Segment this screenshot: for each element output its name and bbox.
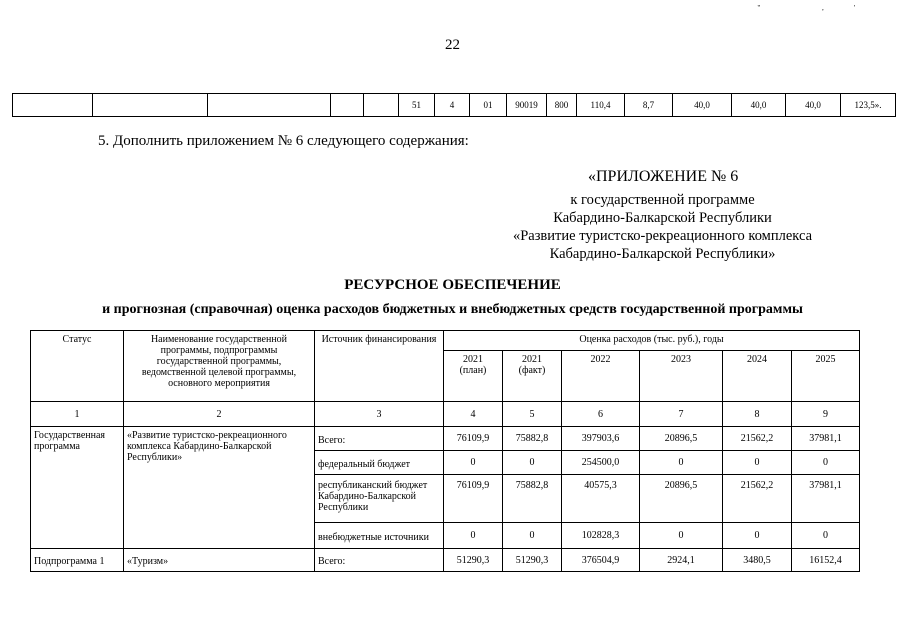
column-number: 6 [562, 402, 640, 427]
column-number: 8 [723, 402, 792, 427]
header-name: Наименование государственной программы, подпрограммы государственной программы, ведомственной целевой программы, основного мероприятия [124, 331, 315, 402]
row-value: 16152,4 [792, 549, 860, 572]
column-number: 5 [503, 402, 562, 427]
table-row [31, 427, 860, 451]
column-number: 4 [444, 402, 503, 427]
row-value: 37981,1 [792, 427, 860, 451]
row-value: 21562,2 [723, 475, 792, 523]
column-number: 2 [124, 402, 315, 427]
document-heading: РЕСУРСНОЕ ОБЕСПЕЧЕНИЕ [344, 277, 561, 293]
table-cell [13, 94, 93, 117]
header-year: 2021 (факт) [503, 351, 562, 402]
row-value: 40575,3 [562, 475, 640, 523]
row-value: 0 [723, 523, 792, 549]
row-value: 20896,5 [640, 475, 723, 523]
row-value: 76109,9 [444, 475, 503, 523]
continuation-table [12, 93, 896, 117]
row-value: 21562,2 [723, 427, 792, 451]
header-row [31, 331, 860, 351]
table-row [31, 549, 860, 572]
row-value: 0 [444, 451, 503, 475]
header-year: 2021 (план) [444, 351, 503, 402]
column-number: 1 [31, 402, 124, 427]
row-name: «Туризм» [124, 549, 315, 572]
annex-ref-line: «Развитие туристско-рекреационного комплекса [512, 228, 813, 244]
row-value: 254500,0 [562, 451, 640, 475]
table-cell [331, 94, 364, 117]
continuation-row [13, 94, 896, 117]
row-value: 0 [503, 523, 562, 549]
row-value: 51290,3 [444, 549, 503, 572]
table-cell: 123,5». [841, 94, 896, 117]
row-value: 0 [444, 523, 503, 549]
row-value: 76109,9 [444, 427, 503, 451]
document-subheading: и прогнозная (справочная) оценка расходов бюджетных и внебюджетных средств государственной программы [102, 302, 803, 317]
row-source: федеральный бюджет [315, 451, 444, 475]
row-value: 0 [792, 451, 860, 475]
column-number: 7 [640, 402, 723, 427]
column-number: 9 [792, 402, 860, 427]
row-source: Всего: [315, 549, 444, 572]
row-value: 0 [792, 523, 860, 549]
header-year: 2023 [640, 351, 723, 402]
header-estimate: Оценка расходов (тыс. руб.), годы [444, 331, 860, 351]
instruction-text: 5. Дополнить приложением № 6 следующего содержания: [98, 133, 469, 149]
row-value: 37981,1 [792, 475, 860, 523]
row-value: 0 [503, 451, 562, 475]
table-cell: 01 [470, 94, 507, 117]
row-value: 376504,9 [562, 549, 640, 572]
table-cell: 90019 [507, 94, 547, 117]
row-status: Подпрограмма 1 [31, 549, 124, 572]
row-value: 102828,3 [562, 523, 640, 549]
table-cell: 800 [547, 94, 577, 117]
annex-ref-line: Кабардино-Балкарской Республики» [549, 246, 776, 262]
annex-title: «ПРИЛОЖЕНИЕ № 6 [588, 168, 739, 185]
resource-table [30, 330, 860, 572]
row-value: 0 [640, 451, 723, 475]
column-number: 3 [315, 402, 444, 427]
row-value: 20896,5 [640, 427, 723, 451]
row-value: 75882,8 [503, 475, 562, 523]
row-value: 397903,6 [562, 427, 640, 451]
page-number: 22 [445, 37, 460, 53]
table-cell: 8,7 [625, 94, 673, 117]
header-status: Статус [31, 331, 124, 402]
row-value: 2924,1 [640, 549, 723, 572]
row-value: 3480,5 [723, 549, 792, 572]
header-year: 2025 [792, 351, 860, 402]
row-value: 0 [640, 523, 723, 549]
header-year: 2024 [723, 351, 792, 402]
table-cell: 40,0 [673, 94, 732, 117]
table-cell [364, 94, 399, 117]
annex-ref-line: Кабардино-Балкарской Республики [553, 210, 772, 226]
table-cell: 51 [399, 94, 435, 117]
header-source: Источник финансирования [315, 331, 444, 402]
table-cell: 110,4 [577, 94, 625, 117]
table-cell [93, 94, 208, 117]
corner-marks: " ,' [757, 4, 885, 12]
row-status: Государственная программа [31, 427, 124, 549]
annex-ref-line: к государственной программе [570, 192, 755, 208]
row-value: 75882,8 [503, 427, 562, 451]
row-source: республиканский бюджет Кабардино-Балкарской Республики [315, 475, 444, 523]
row-name: «Развитие туристско-рекреационного комплекса Кабардино-Балкарской Республики» [124, 427, 315, 549]
row-source: внебюджетные источники [315, 523, 444, 549]
row-value: 0 [723, 451, 792, 475]
table-cell: 40,0 [786, 94, 841, 117]
row-value: 51290,3 [503, 549, 562, 572]
table-cell [208, 94, 331, 117]
header-year: 2022 [562, 351, 640, 402]
row-source: Всего: [315, 427, 444, 451]
table-cell: 40,0 [732, 94, 786, 117]
column-numbers-row [31, 402, 860, 427]
table-cell: 4 [435, 94, 470, 117]
